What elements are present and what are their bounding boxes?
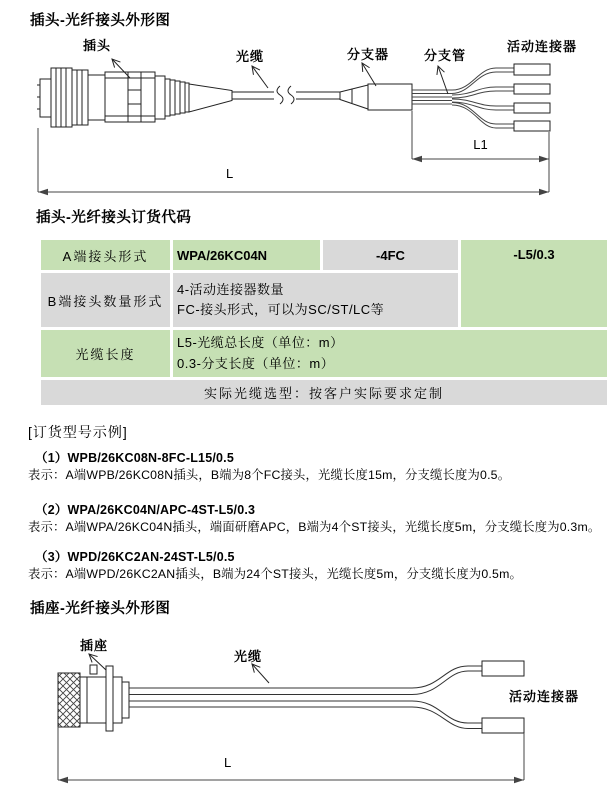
cell-length-code: -L5/0.3 xyxy=(461,240,607,327)
example-1-model: （1）WPB/26KC08N-8FC-L15/0.5 xyxy=(35,451,235,465)
cell-b-end-type-label: B端接头数量形式 xyxy=(41,273,170,327)
splitter-drawing xyxy=(340,84,412,110)
plug-connector-drawing xyxy=(37,68,232,127)
cell-cable-selection-note: 实际光缆选型：按客户实际要求定制 xyxy=(41,380,607,405)
cable-and-break-drawing xyxy=(232,86,340,104)
dim-label-l: L xyxy=(226,166,234,181)
cell-a-end-code: WPA/26KC04N xyxy=(173,240,320,270)
order-table-row-4 xyxy=(41,380,607,405)
label-splitter: 分支器 xyxy=(347,47,390,62)
example-2-desc: 表示：A端WPA/26KC04N插头，端面研磨APC，B端为4个ST接头，光缆长度5m，分支缆长度为0.3m。 xyxy=(28,520,601,534)
label-socket-movable-connector: 活动连接器 xyxy=(509,689,580,704)
order-table-row-1 xyxy=(41,240,607,270)
cell-a-end-type-label: A端接头形式 xyxy=(41,240,170,270)
section-title-order-code: 插头-光纤接头订货代码 xyxy=(36,210,192,226)
label-movable-connector: 活动连接器 xyxy=(507,39,578,54)
label-cable: 光缆 xyxy=(236,49,265,64)
movable-connectors-drawing xyxy=(514,64,550,131)
branch-tubes-drawing xyxy=(412,68,514,128)
socket-connector-drawing xyxy=(58,665,129,731)
order-code-table xyxy=(38,237,610,408)
dim-label-l1: L1 xyxy=(473,137,488,152)
examples-heading: [订货型号示例] xyxy=(28,424,128,440)
cell-cable-length-label: 光缆长度 xyxy=(41,330,170,377)
label-plug: 插头 xyxy=(83,38,112,53)
b-end-desc-line1: 4-活动连接器数量 xyxy=(177,281,285,297)
example-3-desc: 表示：A端WPD/26KC2AN插头，B端为24个ST接头，光缆长度5m，分支缆长度为0.5m。 xyxy=(28,567,523,581)
example-1-desc: 表示：A端WPB/26KC08N插头，B端为8个FC接头，光缆长度15m，分支缆长度为0.5。 xyxy=(28,468,511,482)
order-table-row-3 xyxy=(41,330,607,377)
label-socket: 插座 xyxy=(80,638,109,653)
socket-cable-drawing xyxy=(129,666,482,729)
label-branch-tube: 分支管 xyxy=(424,48,467,63)
section-title-plug-outline: 插头-光纤接头外形图 xyxy=(30,13,171,29)
cell-b-end-code: -4FC xyxy=(323,240,458,270)
cell-b-end-desc xyxy=(173,273,458,327)
dim-label-socket-l: L xyxy=(224,755,232,770)
example-3-model: （3）WPD/26KC2AN-24ST-L5/0.5 xyxy=(35,550,235,564)
cable-length-desc-line2: 0.3-分支长度（单位：m） xyxy=(177,355,335,371)
cable-length-desc-line1: L5-光缆总长度（单位：m） xyxy=(177,335,344,351)
diagram2-dimension-lines xyxy=(58,727,524,780)
label-socket-cable: 光缆 xyxy=(234,649,263,664)
cell-cable-length-desc xyxy=(173,330,607,377)
b-end-desc-line2: FC-接头形式，可以为SC/ST/LC等 xyxy=(177,302,385,317)
example-2-model: （2）WPA/26KC04N/APC-4ST-L5/0.3 xyxy=(35,503,256,517)
section-title-socket-outline: 插座-光纤接头外形图 xyxy=(30,601,171,617)
